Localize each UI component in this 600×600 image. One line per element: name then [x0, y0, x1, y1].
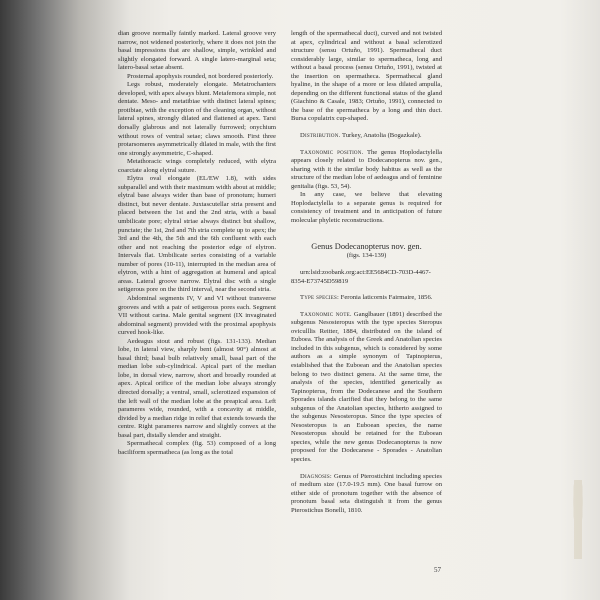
right-column: [291, 30, 442, 515]
taxonomic-note-text: Ganglbauer (1891) described the subgenus Nesosteropus with the type species Steropus oviculllis Reitter, 1884, distributed on the island of Euboea. The analysis of the Greek and Anatolian species included in this subgenus, which is considered by some authors as a simple synonym of Tapinopterus, established that the Euboean and the Anatolian species belong to two distinct genera. At the same time, the analysis of the species, identified generically as Tapinopterus, from the Dodecanese and the Southern Sporades islands clarified that they belong to the same subgenus of the Anatolian species, hitherto assigned to the subgenus Nesosteropus. Since the type species of Nesosteropus is an Euboean species, the name Nesosteropus should be retained for the Euboean species, while the new genus Dodecanopterus is now proposed for the Dodecanese - Sporades - Anatolian species.: [291, 310, 442, 463]
genus-heading: Genus Dodecanopterus nov. gen.: [311, 242, 422, 252]
left-paragraph: Abdominal segments IV, V and VI without transverse grooves and with a pair of setigerous pores each. Segment VII without carina. Male genital segment (IX invaginated abdominal segment) provided with the proximal apophysis curved hook-like.: [118, 294, 276, 337]
left-paragraph: Metathoracic wings completely reduced, with elytra coarctate along elytral suture.: [118, 158, 276, 174]
page-number: 57: [434, 566, 441, 574]
taxonomic-note-paragraph: [291, 311, 442, 465]
diagnosis-paragraph: [291, 473, 442, 516]
diagnosis-text: Genus of Pterostichini including species of medium size (17.0-19.5 mm). One basal furrow on either side of pronotum together with the absence of pronotum basal seta distinguish it from the genus Pterostichus Bonelli, 1810.: [291, 472, 442, 514]
distribution-label: Distribution.: [300, 132, 341, 140]
spermatheca-paragraph: length of the spermathecal duct), curved and not twisted at apex, cylindrical and without a basal sclerotized structure (sensu Ortuño, 1991). Spermathecal duct considerably large, similar to spermatheca, long and without a basal process (sensu Ortuño, 1991), twisted at the insertion on spermatheca. Spermathecal gland hyaline, in the shape of a more or less dilated ampulla, depending on the different functional status of the gland (Giachino & Casale, 1983; Ortuño, 1991), connected to the base of the spermatheca by a long and thin duct. Bursa copulatrix cup-shaped.: [291, 30, 442, 123]
type-species-text: Feronia laticornis Fairmaire, 1856.: [340, 294, 433, 302]
left-paragraph: Elytra oval elongate (EL/EW 1.8), with sides subparallel and with their maximum width about at middle; elytral base always wider than base of pronotum; humeri distinct, but never dentate. Juxtascutellar stria present and placed between the 1st and the 2nd stria, with a basal umbilicate pore; elytral striae always distinct but shallow, punctate; the 1st, 2nd and 7th stria complete up to apex; the 3rd and the 4th, the 5th and the 6th confluent with each other and not reaching the posterior edge of elytron. Intervals flat. Umbilicate series consisting of a variable number of pores (10-11), interrupted in the median area of elytron, with a hint of aggregation at humeral and apical areas. Lateral groove narrow. Elytral disc with a single setigerous pore on the third interval, near the second stria.: [118, 175, 276, 294]
left-column: [118, 30, 276, 457]
genus-figures: (figs. 134-139): [346, 252, 387, 260]
type-species-paragraph: [291, 294, 442, 303]
type-species-label: Type species:: [300, 294, 340, 302]
distribution-paragraph: [291, 132, 442, 141]
taxonomic-note-label: Taxonomic note.: [300, 310, 352, 318]
left-paragraph: dian groove normally faintly marked. Lateral groove very narrow, not widened posteriorly, where it does not join the basal impressions that are shallow, simple, wrinkled and slightly elongated forward. A single latero-marginal seta; latero-basal setae absent.: [118, 30, 276, 72]
left-paragraph: Legs robust, moderately elongate. Metatrochanters developed, with apex always blunt. Metafemora simple, not dentate. Meso- and metatibiae with distinct lateral spines; protibiae, with the exception of the cleaning organ, without lateral spines, strongly dilated and flattened at apex. Tarsi dorsally glabrous and not laterally furrowed; onychium without rows of ventral setae; claws smooth. First three protarsomeres asymmetrically dilated in male, with the first one strongly asymmetric, C-shaped.: [118, 81, 276, 157]
in-case-paragraph: In any case, we believe that elevating Hoplodactylella to a separate genus is required for consistency of treatment and in anticipation of future molecular phyletic reconstructions.: [291, 191, 442, 224]
watermark-emblem: [567, 480, 589, 588]
zoobank-lsid: urn:lsid:zoobank.org:act:EE5684CD-703D-4467-8354-E73745D59819: [291, 269, 431, 285]
left-paragraph: Spermathecal complex (fig. 53) composed of a long baciliform spermatheca (as long as the total: [118, 440, 276, 456]
left-paragraph: Aedeagus stout and robust (figs. 131-133). Median lobe, in lateral view, sharply bent (almost 90°) almost at basal third; basal bulb relatively small, basal part of the median lobe sub-cylindrical. Apical part of the median lobe, in dorsal view, narrow, short and broadly rounded at apex. Apical orifice of the median lobe always strongly directed dorsally; a ventral, small, sclerotized expansion of the left wall of the median lobe at the preapical area. Left parameres wide, rounded, with a concavity at middle, divided by a median ridge in relief that extends towards the centre. Right parameres narrow and slightly convex at the basal part, distally slender and straight.: [118, 337, 276, 439]
diagnosis-label: Diagnosis:: [300, 472, 332, 480]
left-paragraph: Prosternal apophysis rounded, not bordered posteriorly.: [127, 72, 274, 80]
distribution-text: Turkey, Anatolia (Bogazkale).: [341, 132, 422, 140]
taxonomic-position-label: Taxonomic position.: [300, 148, 364, 156]
taxonomic-position-paragraph: [291, 149, 442, 192]
taxonomic-position-text: The genus Hoplodactylella appears closely related to Dodecanopterus nov. gen., sharing with it the similar body habitus as well as the structure of the median lobe of aedeagus and of feminine genitalia (figs. 53, 54).: [291, 148, 443, 190]
